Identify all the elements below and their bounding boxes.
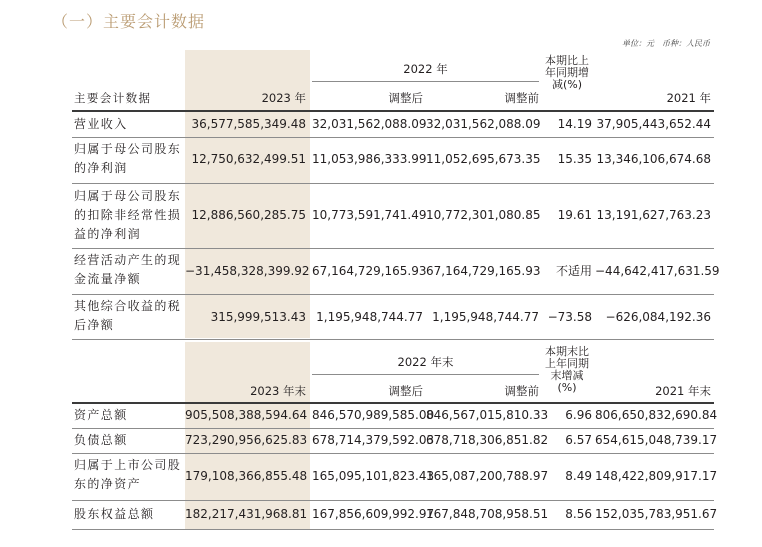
header-adjusted-before: 调整前 bbox=[504, 91, 539, 105]
header-2023-end: 2023 年末 bbox=[250, 384, 306, 398]
cell-adjusted-before: 165,087,200,788.97 bbox=[426, 469, 549, 483]
group-header-underline bbox=[312, 374, 539, 375]
cell-adjusted-before: 846,567,015,810.33 bbox=[426, 408, 549, 422]
cell-2021: 37,905,443,652.44 bbox=[596, 117, 711, 131]
cell-change: 14.19 bbox=[557, 117, 592, 131]
cell-2021: −44,642,417,631.59 bbox=[595, 264, 720, 278]
row-label: 归属于母公司股东的净利润 bbox=[74, 142, 182, 175]
cell-2023-end: 905,508,388,594.64 bbox=[185, 408, 308, 422]
cell-adjusted-after: 167,856,609,992.97 bbox=[312, 507, 435, 521]
section-title: （一）主要会计数据 bbox=[52, 12, 206, 31]
cell-2021: −626,084,192.36 bbox=[605, 310, 711, 324]
cell-change: 19.61 bbox=[557, 208, 592, 222]
row-divider bbox=[72, 248, 714, 249]
cell-change: −73.58 bbox=[547, 310, 592, 324]
cell-2021-end: 148,422,809,917.17 bbox=[595, 469, 718, 483]
header-adjusted-after: 调整后 bbox=[388, 384, 423, 398]
cell-adjusted-before: 32,031,562,088.09 bbox=[426, 117, 541, 131]
row-divider bbox=[72, 137, 714, 138]
row-label: 股东权益总额 bbox=[74, 507, 155, 521]
cell-change: 6.57 bbox=[565, 433, 592, 447]
header-2021-end: 2021 年末 bbox=[655, 384, 711, 398]
cell-2023: 12,886,560,285.75 bbox=[191, 208, 306, 222]
cell-change: 8.56 bbox=[565, 507, 592, 521]
cell-adjusted-after: 846,570,989,585.00 bbox=[312, 408, 435, 422]
group-header-underline bbox=[312, 81, 539, 82]
header-rule bbox=[72, 402, 714, 404]
row-divider bbox=[72, 428, 714, 429]
cell-change: 6.96 bbox=[565, 408, 592, 422]
cell-2021: 13,191,627,763.23 bbox=[596, 208, 711, 222]
cell-2023-end: 179,108,366,855.48 bbox=[185, 469, 308, 483]
header-rule bbox=[72, 110, 714, 112]
cell-adjusted-before: 10,772,301,080.85 bbox=[426, 208, 541, 222]
cell-2021: 13,346,106,674.68 bbox=[596, 152, 711, 166]
cell-adjusted-before: 11,052,695,673.35 bbox=[426, 152, 541, 166]
cell-adjusted-after: 32,031,562,088.09 bbox=[312, 117, 427, 131]
cell-change: 8.49 bbox=[565, 469, 592, 483]
row-divider bbox=[72, 294, 714, 295]
cell-2023-end: 723,290,956,625.83 bbox=[185, 433, 308, 447]
row-label: 归属于上市公司股东的净资产 bbox=[74, 458, 182, 491]
row-label: 资产总额 bbox=[74, 408, 128, 422]
cell-adjusted-after: 1,195,948,744.77 bbox=[316, 310, 423, 324]
header-2023: 2023 年 bbox=[261, 91, 306, 105]
row-divider bbox=[72, 339, 714, 340]
row-divider bbox=[72, 183, 714, 184]
cell-adjusted-before: 67,164,729,165.93 bbox=[426, 264, 541, 278]
row-label: 负债总额 bbox=[74, 433, 128, 447]
header-2021: 2021 年 bbox=[666, 91, 711, 105]
table-bottom-rule bbox=[72, 529, 714, 530]
cell-change: 15.35 bbox=[557, 152, 592, 166]
cell-2023: 36,577,585,349.48 bbox=[191, 117, 306, 131]
cell-change: 不适用 bbox=[555, 264, 592, 278]
cell-adjusted-after: 10,773,591,741.49 bbox=[312, 208, 427, 222]
header-change: 本期末比上年同期末增减(%) bbox=[545, 345, 589, 394]
cell-adjusted-after: 67,164,729,165.93 bbox=[312, 264, 427, 278]
row-label: 经营活动产生的现金流量净额 bbox=[74, 253, 182, 286]
row-label: 归属于母公司股东的扣除非经常性损益的净利润 bbox=[74, 189, 182, 241]
header-change: 本期比上年同期增减(%) bbox=[545, 54, 589, 91]
header-adjusted-before: 调整前 bbox=[504, 384, 539, 398]
cell-adjusted-after: 165,095,101,823.43 bbox=[312, 469, 435, 483]
row-label: 营业收入 bbox=[74, 117, 128, 131]
unit-note: 单位：元 币种：人民币 bbox=[622, 39, 710, 48]
cell-2023: −31,458,328,399.92 bbox=[185, 264, 310, 278]
cell-2021-end: 654,615,048,739.17 bbox=[595, 433, 718, 447]
cell-adjusted-after: 678,714,379,592.03 bbox=[312, 433, 435, 447]
cell-adjusted-before: 678,718,306,851.82 bbox=[426, 433, 549, 447]
row-divider bbox=[72, 500, 714, 501]
cell-2021-end: 152,035,783,951.67 bbox=[595, 507, 718, 521]
header-adjusted-after: 调整后 bbox=[388, 91, 423, 105]
cell-2023-end: 182,217,431,968.81 bbox=[185, 507, 308, 521]
header-group-2022: 2022 年 bbox=[403, 62, 448, 76]
cell-2023: 315,999,513.43 bbox=[210, 310, 306, 324]
row-label: 其他综合收益的税后净额 bbox=[74, 299, 182, 332]
cell-2021-end: 806,650,832,690.84 bbox=[595, 408, 718, 422]
cell-adjusted-before: 1,195,948,744.77 bbox=[432, 310, 539, 324]
cell-2023: 12,750,632,499.51 bbox=[191, 152, 306, 166]
header-label-col: 主要会计数据 bbox=[74, 91, 152, 105]
row-divider bbox=[72, 453, 714, 454]
cell-adjusted-before: 167,848,708,958.51 bbox=[426, 507, 549, 521]
header-group-2022-end: 2022 年末 bbox=[397, 355, 454, 369]
cell-adjusted-after: 11,053,986,333.99 bbox=[312, 152, 427, 166]
